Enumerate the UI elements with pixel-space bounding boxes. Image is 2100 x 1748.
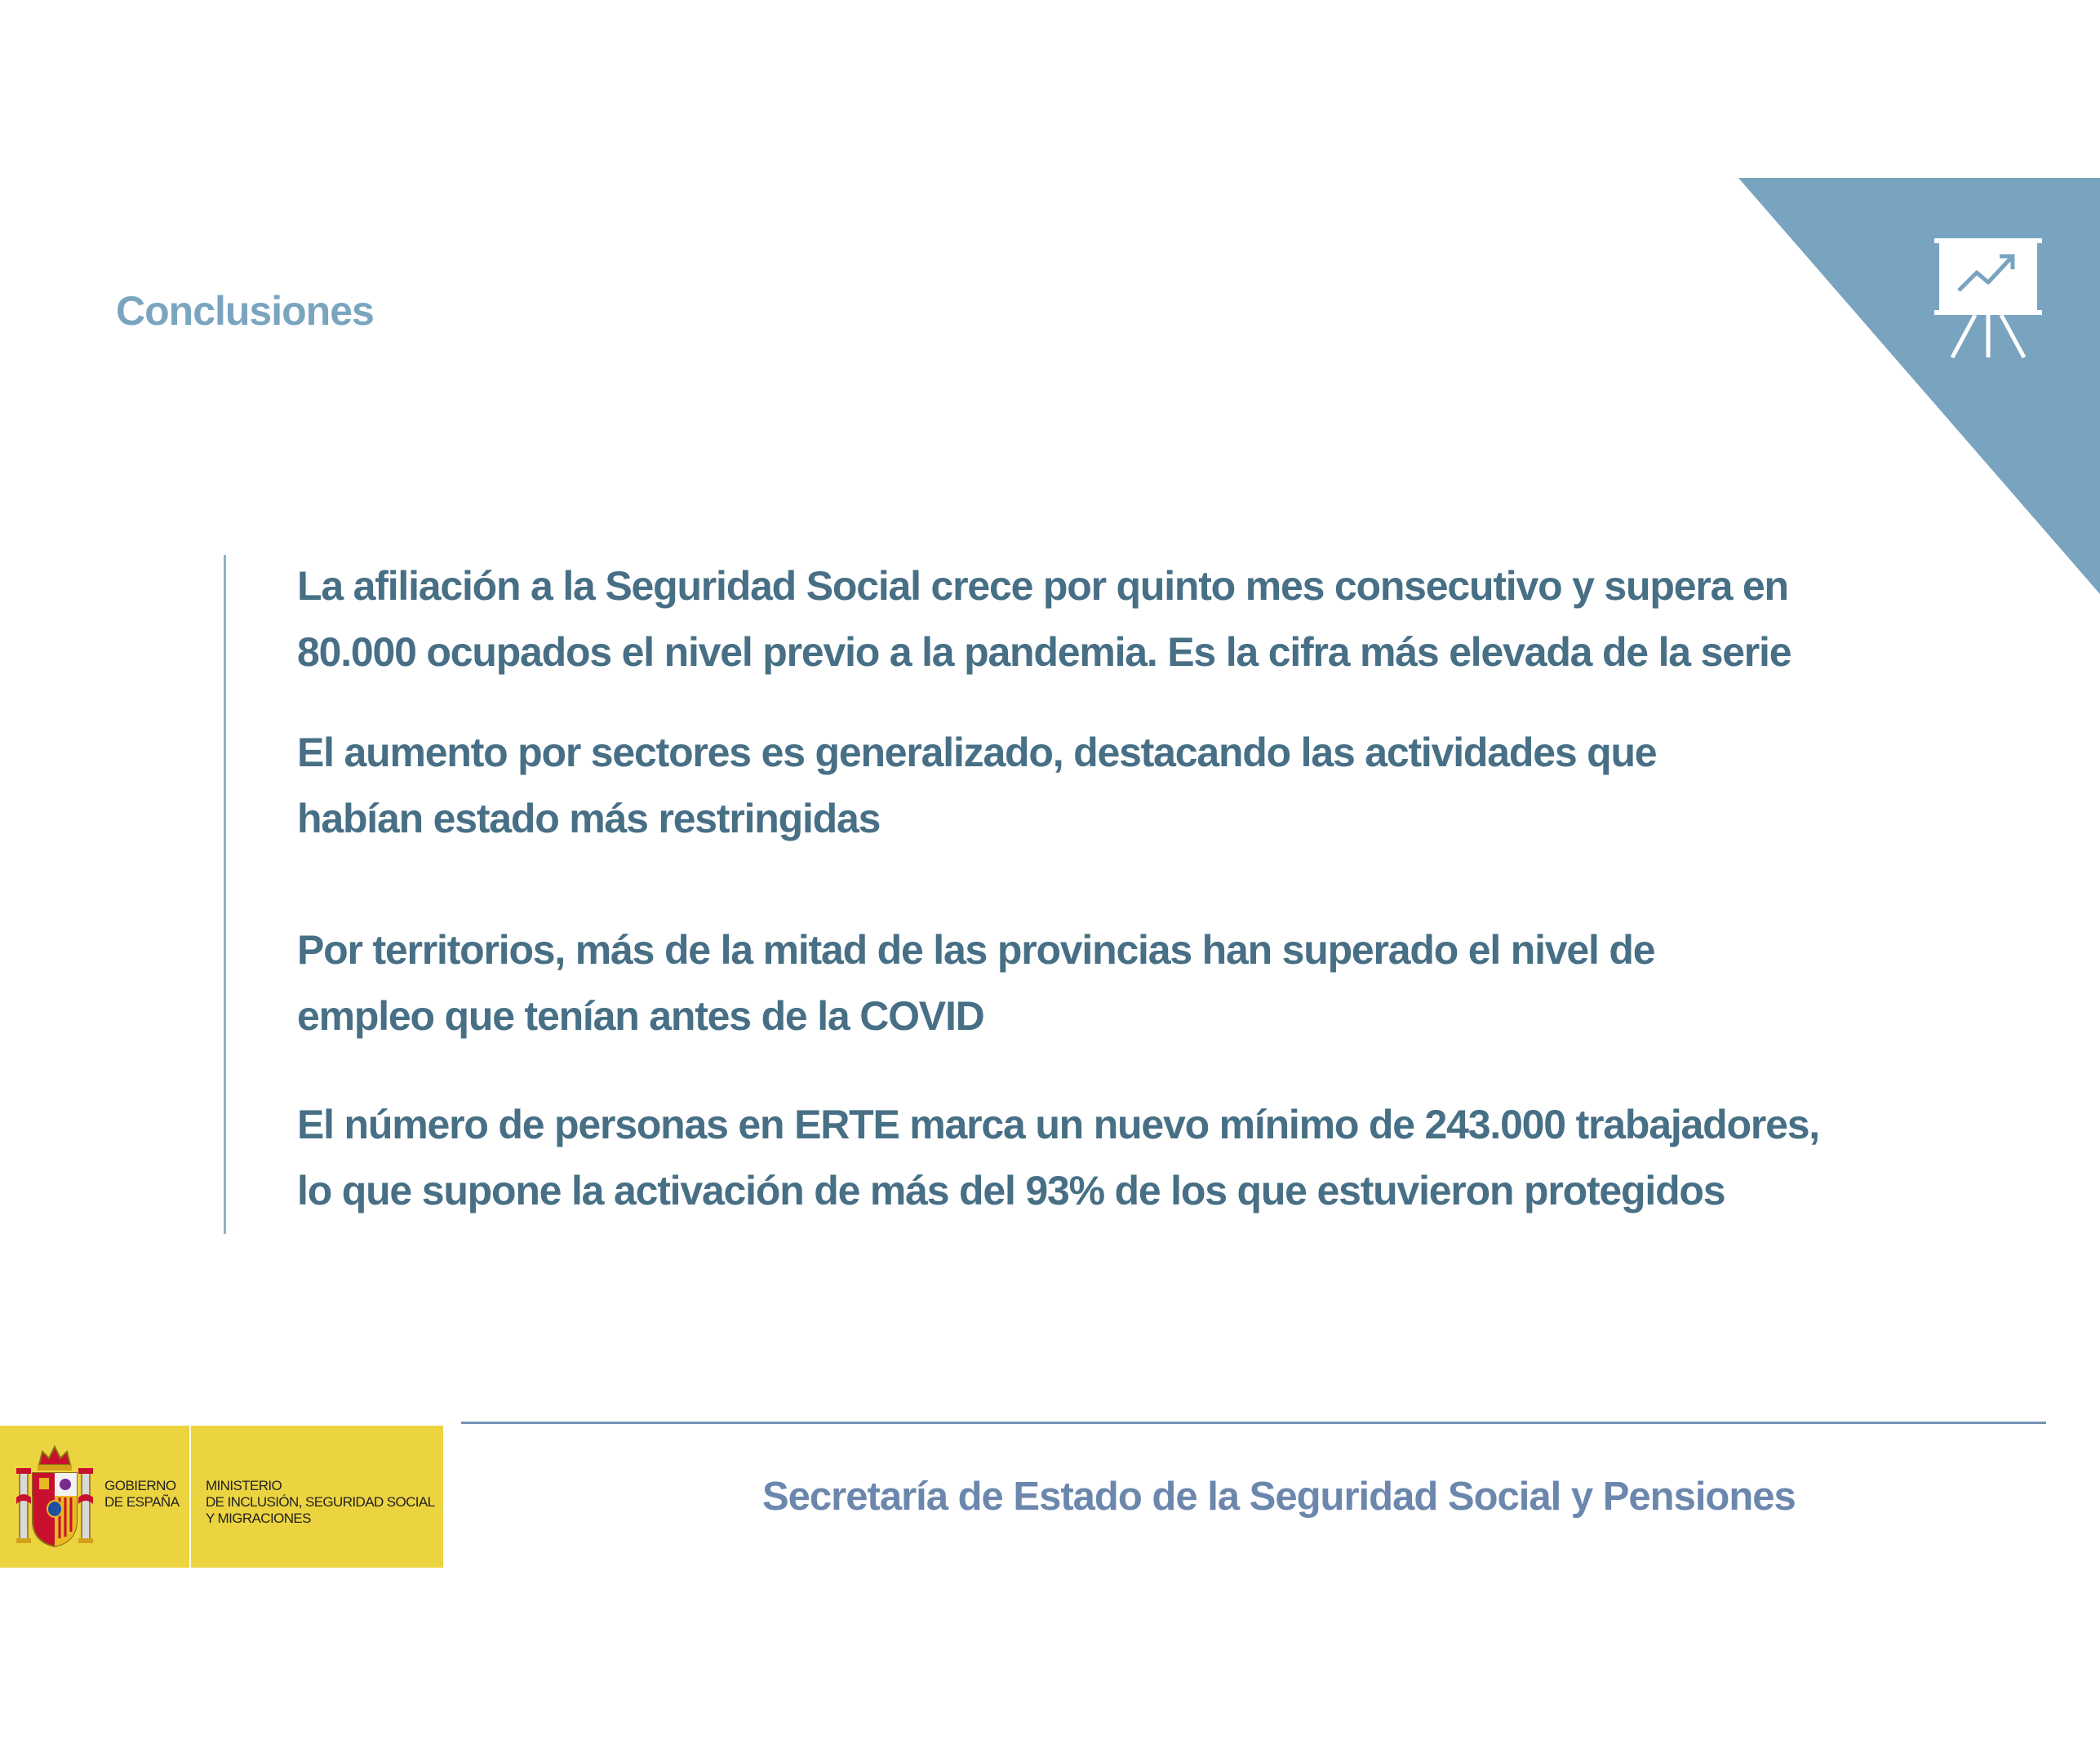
logo-text-line: DE INCLUSIÓN, SEGURIDAD SOCIAL [206, 1494, 435, 1510]
conclusion-territories [297, 917, 1654, 1049]
conclusion-line: Por territorios, más de la mitad de las provincias han superado el nivel de [297, 927, 1655, 973]
conclusion-line: El número de personas en ERTE marca un nuevo mínimo de 243.000 trabajadores, [297, 1102, 1820, 1147]
logo-text-line: Y MIGRACIONES [206, 1511, 311, 1526]
conclusion-erte [297, 1092, 1819, 1224]
conclusion-line: La afiliación a la Seguridad Social crece por quinto mes consecutivo y supera en [297, 563, 1788, 609]
conclusion-line: empleo que tenían antes de la COVID [297, 993, 984, 1039]
presentation-board-chart-icon [1931, 230, 2045, 361]
conclusion-line: 80.000 ocupados el nivel previo a la pandemia. Es la cifra más elevada de la serie [297, 629, 1791, 675]
logo-text-line: GOBIERNO [104, 1478, 176, 1493]
conclusion-line: El aumento por sectores es generalizado, destacando las actividades que [297, 730, 1657, 775]
conclusion-affiliation [297, 553, 1791, 685]
government-label [104, 1478, 180, 1511]
footer-organization: Secretaría de Estado de la Seguridad Social y Pensiones [762, 1475, 1796, 1519]
page-title: Conclusiones [116, 288, 374, 334]
government-logo [0, 1426, 443, 1568]
conclusion-line: habían estado más restringidas [297, 796, 881, 841]
ministry-label [206, 1478, 435, 1527]
logo-text-line: DE ESPAÑA [104, 1494, 180, 1510]
corner-decoration [1738, 178, 2100, 594]
logo-text-line: MINISTERIO [206, 1478, 282, 1493]
vertical-divider [224, 555, 226, 1234]
spain-coat-of-arms-icon [15, 1440, 95, 1555]
conclusion-sectors [297, 720, 1656, 852]
conclusion-line: lo que supone la activación de más del 93% de los que estuvieron protegidos [297, 1168, 1725, 1213]
logo-divider [189, 1426, 191, 1568]
footer-divider [461, 1422, 2046, 1424]
